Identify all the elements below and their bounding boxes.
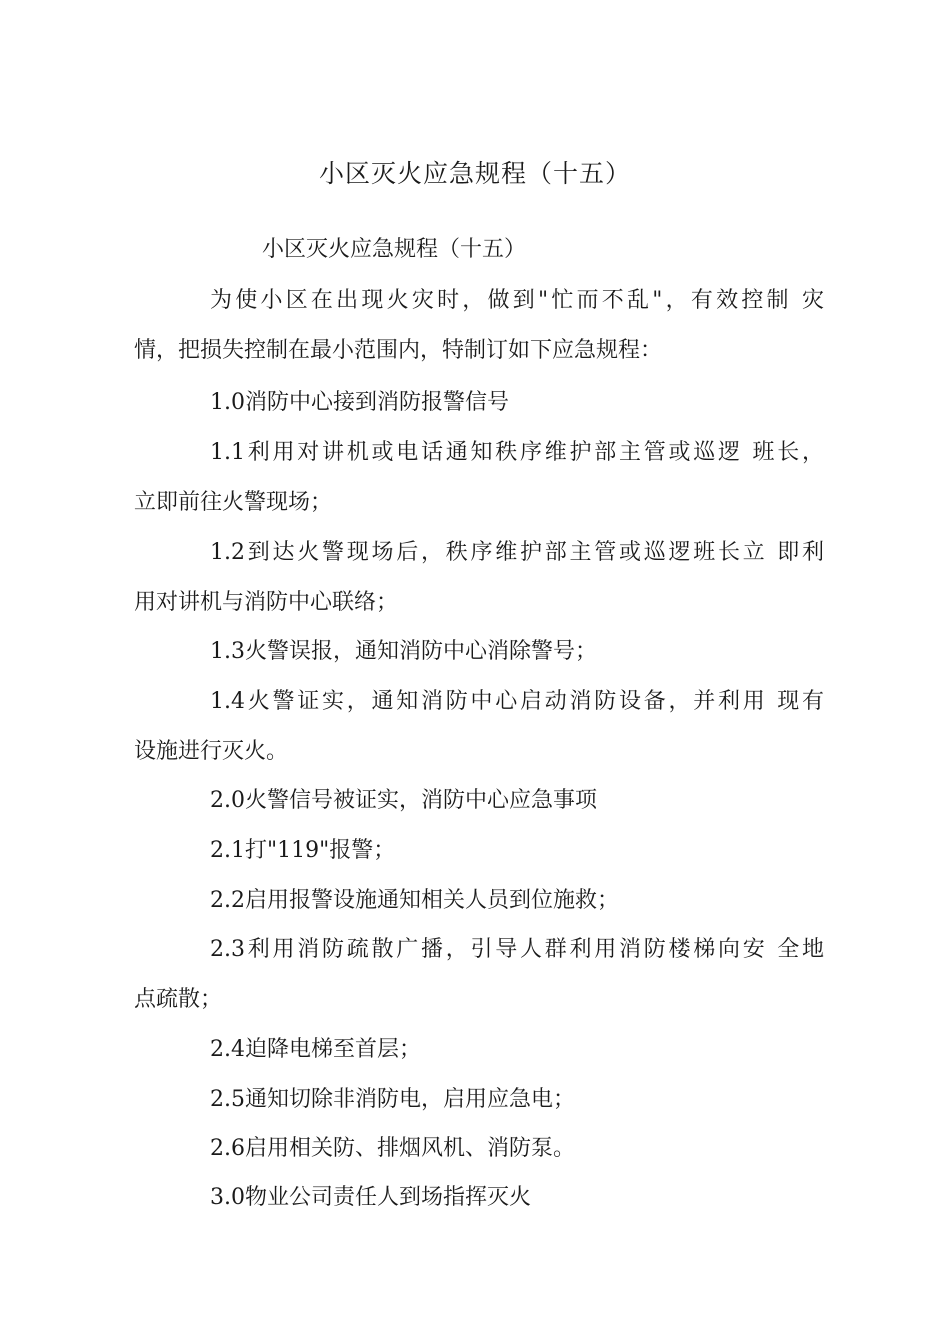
item-2-5 bbox=[134, 1075, 824, 1125]
item-line: 1.3火警误报，通知消防中心消除警号； bbox=[210, 639, 597, 664]
intro-paragraph bbox=[134, 276, 824, 376]
item-2-3 bbox=[134, 925, 824, 1025]
document-subtitle: 小区灭火应急规程（十五） bbox=[262, 237, 527, 262]
item-2-1 bbox=[134, 826, 824, 876]
section-heading: 3.0物业公司责任人到场指挥灭火 bbox=[210, 1185, 531, 1210]
item-line: 用对讲机与消防中心联络； bbox=[134, 590, 399, 615]
item-1-1 bbox=[134, 428, 824, 528]
item-line: 1.1利用对讲机或电话通知秩序维护部主管或巡逻 班长， bbox=[210, 440, 824, 465]
item-line: 1.4火警证实，通知消防中心启动消防设备，并利用 现有 bbox=[210, 689, 824, 714]
intro-line-2: 情，把损失控制在最小范围内，特制订如下应急规程： bbox=[134, 338, 663, 363]
item-line: 立即前往火警现场； bbox=[134, 490, 333, 515]
section-1-0 bbox=[134, 378, 824, 428]
item-line: 点疏散； bbox=[134, 987, 223, 1012]
page-title: 小区灭火应急规程（十五） bbox=[318, 159, 631, 188]
item-line: 2.6启用相关防、排烟风机、消防泵。 bbox=[210, 1136, 575, 1161]
section-heading: 1.0消防中心接到消防报警信号 bbox=[210, 390, 509, 415]
intro-line-1: 为使小区在出现火灾时，做到"忙而不乱"，有效控制 灾 bbox=[210, 288, 824, 313]
item-2-4 bbox=[134, 1025, 824, 1075]
item-2-6 bbox=[134, 1124, 824, 1174]
section-heading: 2.0火警信号被证实，消防中心应急事项 bbox=[210, 788, 597, 813]
item-1-2 bbox=[134, 528, 824, 628]
item-line: 2.5通知切除非消防电，启用应急电； bbox=[210, 1087, 575, 1112]
item-line: 2.4迫降电梯至首层； bbox=[210, 1037, 421, 1062]
item-line: 2.2启用报警设施通知相关人员到位施救； bbox=[210, 888, 619, 913]
item-line: 1.2到达火警现场后，秩序维护部主管或巡逻班长立 即利 bbox=[210, 540, 824, 565]
section-3-0 bbox=[134, 1173, 824, 1223]
section-2-0 bbox=[134, 776, 824, 826]
item-2-2 bbox=[134, 876, 824, 926]
item-line: 2.3利用消防疏散广播，引导人群利用消防楼梯向安 全地 bbox=[210, 937, 824, 962]
item-1-3 bbox=[134, 627, 824, 677]
item-1-4 bbox=[134, 677, 824, 777]
item-line: 2.1打"119"报警； bbox=[210, 838, 396, 863]
item-line: 设施进行灭火。 bbox=[134, 739, 289, 764]
